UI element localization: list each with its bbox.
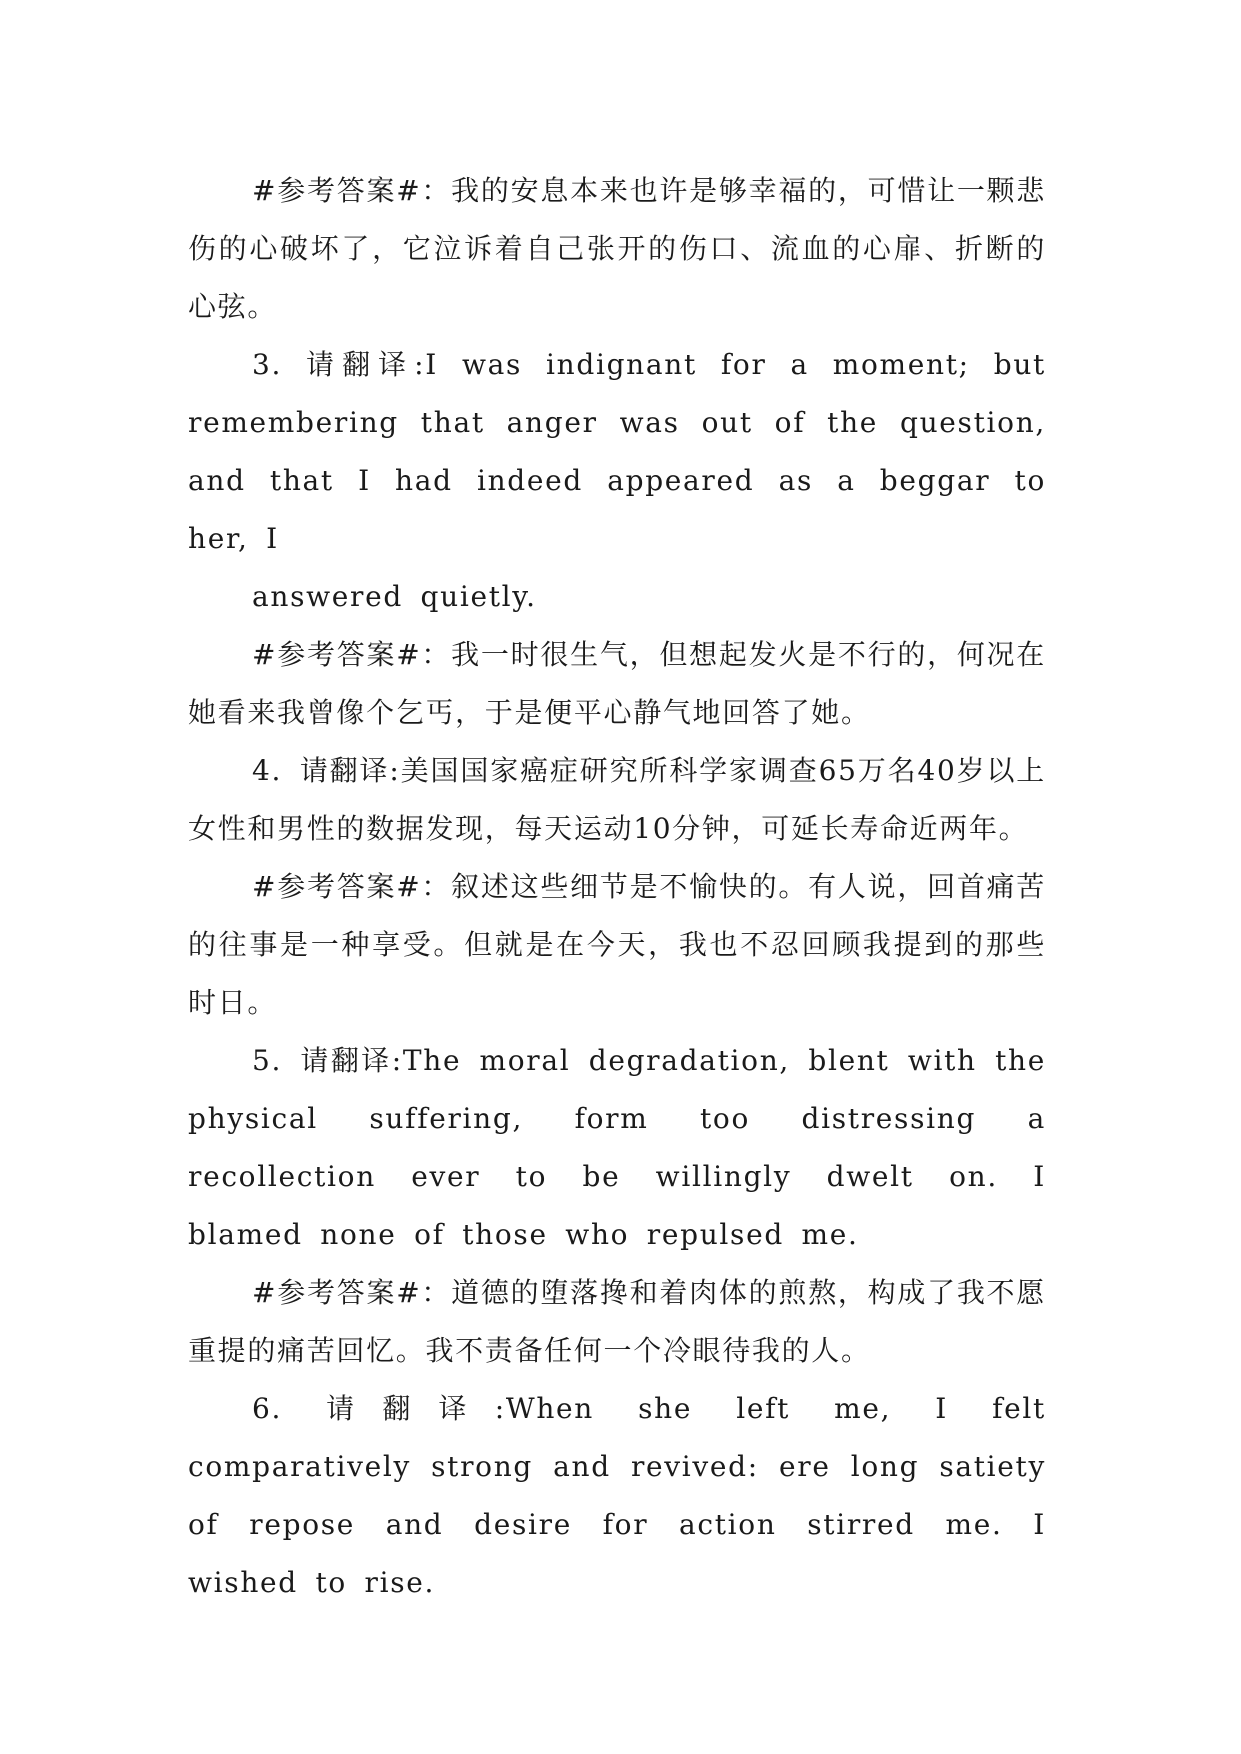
question-paragraph-5: 5. 请翻译:The moral degradation, blent with the physical suffering, form too distressing a recollection ever to be willingly dwelt on. I blamed none of those who repulsed me.	[188, 1044, 1046, 1251]
answer-paragraph: #参考答案#：叙述这些细节是不愉快的。有人说，回首痛苦的往事是一种享受。但就是在今天，我也不忍回顾我提到的那些时日。	[188, 870, 1046, 1019]
document-body	[188, 162, 1046, 1612]
question-paragraph-6: 6. 请翻译:When she left me, I felt comparatively strong and revived: ere long satiety of repose and desire for action stirred me. I wished to rise.	[188, 1392, 1046, 1599]
answer-paragraph: #参考答案#：道德的堕落搀和着肉体的煎熬，构成了我不愿重提的痛苦回忆。我不责备任何一个冷眼待我的人。	[188, 1276, 1046, 1367]
answer-paragraph: #参考答案#：我的安息本来也许是够幸福的，可惜让一颗悲伤的心破坏了，它泣诉着自己张开的伤口、流血的心扉、折断的心弦。	[188, 174, 1046, 323]
question-continuation: answered quietly.	[252, 580, 537, 613]
question-paragraph-4: 4. 请翻译:美国国家癌症研究所科学家调查65万名40岁以上女性和男性的数据发现，每天运动10分钟，可延长寿命近两年。	[188, 754, 1046, 845]
question-paragraph-3: 3. 请翻译:I was indignant for a moment; but remembering that anger was out of the question, and that I had indeed appeared as a beggar to her, I	[188, 348, 1046, 555]
answer-paragraph: #参考答案#：我一时很生气，但想起发火是不行的，何况在她看来我曾像个乞丐，于是便平心静气地回答了她。	[188, 638, 1046, 729]
